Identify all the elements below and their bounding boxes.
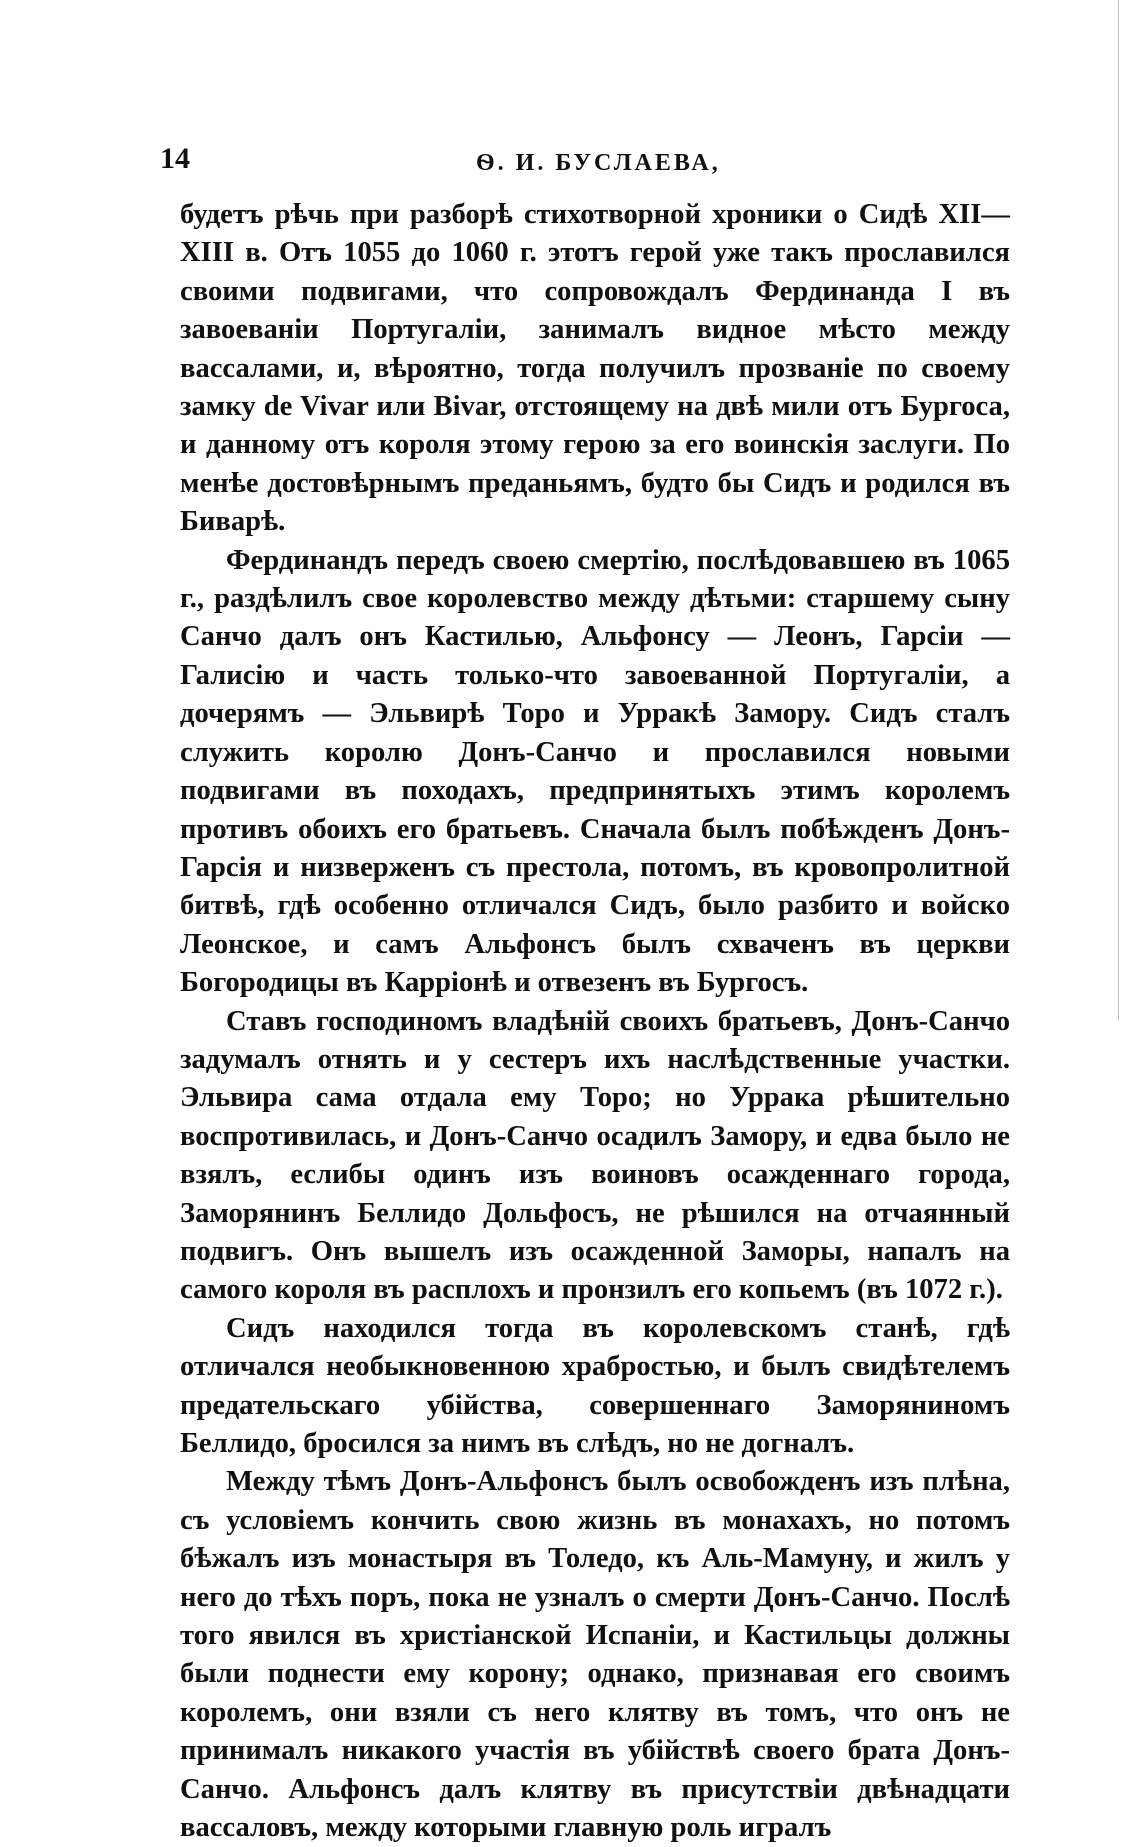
- page-number: 14: [160, 142, 190, 175]
- paragraph-4: Сидъ находился тогда въ королевскомъ станѣ, гдѣ отличался необыкновенною храбростью, и былъ свидѣтелемъ предательскаго убійства, совершеннаго Заморяниномъ Беллидо, бросился за нимъ въ слѣдъ, но не догналъ.: [180, 1312, 1010, 1459]
- paragraph-2: Фердинандъ передъ своею смертію, послѣдовавшею въ 1065 г., раздѣлилъ свое королевство между дѣтьми: старшему сыну Санчо далъ онъ Кастилью, Альфонсу — Леонъ, Гарсіи — Галисію и часть только-что завоеванной Португаліи, а дочерямъ — Эльвирѣ Торо и Урракѣ Замору. Сидъ сталъ служить королю Донъ-Санчо и прославился новыми подвигами въ походахъ, предпринятыхъ этимъ королемъ противъ обоихъ его братьевъ. Сначала былъ побѣжденъ Донъ-Гарсія и низверженъ съ престола, потомъ, въ кровопролитной битвѣ, гдѣ особенно отличался Сидъ, было разбито и войско Леонское, и самъ Альфонсъ былъ схваченъ въ церкви Богородицы въ Карріонѣ и отвезенъ въ Бургосъ.: [180, 544, 1010, 999]
- paragraph-1: будетъ рѣчь при разборѣ стихотворной хроники о Сидѣ XII—XIII в. Отъ 1055 до 1060 г. этотъ герой уже такъ прославился своими подвигами, что сопровождалъ Фердинанда I въ завоеваніи Португаліи, занималъ видное мѣсто между вассалами, и, вѣроятно, тогда получилъ прозваніе по своему замку de Vivar или Bivar, отстоящему на двѣ мили отъ Бургоса, и данному отъ короля этому герою за его воинскія заслуги. По менѣе достовѣрнымъ преданьямъ, будто бы Сидъ и родился въ Биварѣ.: [180, 199, 1010, 538]
- paragraph-3: Ставъ господиномъ владѣній своихъ братьевъ, Донъ-Санчо задумалъ отнять и у сестеръ ихъ наслѣдственные участки. Эльвира сама отдала ему Торо; но Уррака рѣшительно воспротивилась, и Донъ-Санчо осадилъ Замору, и едва было не взялъ, еслибы одинъ изъ воиновъ осажденнаго города, Заморянинъ Беллидо Дольфосъ, не рѣшился на отчаянный подвигъ. Онъ вышелъ изъ осажденной Заморы, напалъ на самого короля въ расплохъ и пронзилъ его копьемъ (въ 1072 г.).: [180, 1005, 1010, 1306]
- body-text: [180, 196, 1010, 1847]
- running-head: Ѳ. И. БУСЛАЕВА,: [476, 150, 721, 176]
- gutter-line: [1118, 0, 1119, 1020]
- paragraph-5: Между тѣмъ Донъ-Альфонсъ былъ освобожденъ изъ плѣна, съ условіемъ кончить свою жизнь въ монахахъ, но потомъ бѣжалъ изъ монастыря въ Толедо, къ Аль-Мамуну, и жилъ у него до тѣхъ поръ, пока не узналъ о смерти Донъ-Санчо. Послѣ того явился въ христіанской Испаніи, и Кастильцы должны были поднести ему корону; однако, признавая его своимъ королемъ, они взяли съ него клятву въ томъ, что онъ не принималъ никакого участія въ убійствѣ своего брата Донъ-Санчо. Альфонсъ далъ клятву въ присутствіи двѣнадцати вассаловъ, между которыми главную роль игралъ: [180, 1466, 1010, 1844]
